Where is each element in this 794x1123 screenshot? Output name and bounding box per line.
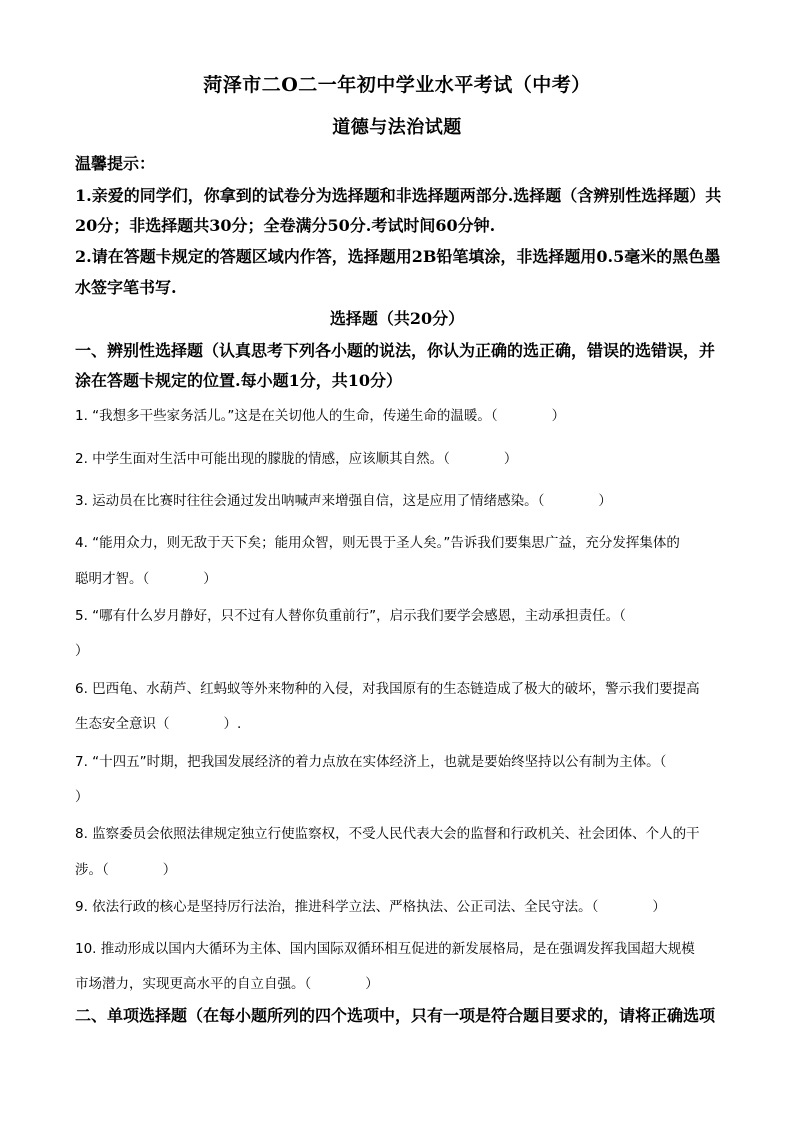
tip-1-line-1: 1.亲爱的同学们，你拿到的试卷分为选择题和非选择题两部分.选择题（含辨别性选择题）共 bbox=[75, 186, 722, 205]
part-2-heading-line-1: 二、单项选择题（在每小题所列的四个选项中，只有一项是符合题目要求的，请将正确选项 bbox=[75, 1006, 716, 1025]
question-6-line-2: 生态安全意识（ ）. bbox=[75, 716, 242, 732]
question-5-line-1: 5. “哪有什么岁月静好，只不过有人替你负重前行”，启示我们要学会感恩，主动承担责任。（ bbox=[75, 608, 626, 624]
question-4-line-1: 4. “能用众力，则无敌于天下矣；能用众智，则无畏于圣人矣。”告诉我们要集思广益，充分发挥集体的 bbox=[75, 535, 680, 551]
exam-title: 菏泽市二O二一年初中学业水平考试（中考） bbox=[203, 74, 591, 96]
question-6-line-1: 6. 巴西龟、水葫芦、红蚂蚁等外来物种的入侵，对我国原有的生态链造成了极大的破坏，警示我们要提高 bbox=[75, 681, 700, 697]
question-3: 3. 运动员在比赛时往往会通过发出呐喊声来增强自信，这是应用了情绪感染。（ ） bbox=[75, 493, 612, 509]
question-7-line-1: 7. “十四五”时期，把我国发展经济的着力点放在实体经济上，也就是要始终坚持以公有制为主体。（ bbox=[75, 754, 667, 770]
choice-section-heading: 选择题（共20分） bbox=[329, 309, 465, 328]
question-10-line-1: 10. 推动形成以国内大循环为主体、国内国际双循环相互促进的新发展格局，是在强调发挥我国超大规模 bbox=[75, 941, 695, 957]
part-1-heading-line-1: 一、辨别性选择题（认真思考下列各小题的说法，你认为正确的选正确，错误的选错误，并 bbox=[75, 341, 716, 360]
exam-subject: 道德与法治试题 bbox=[332, 117, 462, 138]
question-4-line-2: 聪明才智。（ ） bbox=[75, 571, 217, 587]
tip-2-line-2: 水签字笔书写. bbox=[75, 278, 177, 297]
question-1: 1. “我想多干些家务活儿。”这是在关切他人的生命，传递生命的温暖。（ ） bbox=[75, 408, 566, 424]
question-2: 2. 中学生面对生活中可能出现的朦胧的情感，应该顺其自然。（ ） bbox=[75, 451, 518, 467]
tip-1-line-2: 20分；非选择题共30分；全卷满分50分.考试时间60分钟. bbox=[75, 216, 496, 235]
question-8-line-1: 8. 监察委员会依照法律规定独立行使监察权，不受人民代表大会的监督和行政机关、社会团体、个人的干 bbox=[75, 826, 700, 842]
part-1-heading-line-2: 涂在答题卡规定的位置.每小题1分，共10分） bbox=[75, 371, 402, 390]
question-7-line-2: ） bbox=[75, 789, 89, 805]
question-5-line-2: ） bbox=[75, 643, 89, 659]
question-9: 9. 依法行政的核心是坚持厉行法治，推进科学立法、严格执法、公正司法、全民守法。（ ） bbox=[75, 899, 666, 915]
tip-2-line-1: 2.请在答题卡规定的答题区域内作答，选择题用2B铅笔填涂，非选择题用0.5毫米的黑色墨 bbox=[75, 247, 721, 266]
question-8-line-2: 涉。（ ） bbox=[75, 862, 177, 878]
tips-heading: 温馨提示： bbox=[75, 154, 156, 173]
question-10-line-2: 市场潜力，实现更高水平的自立自强。（ ） bbox=[75, 976, 379, 992]
